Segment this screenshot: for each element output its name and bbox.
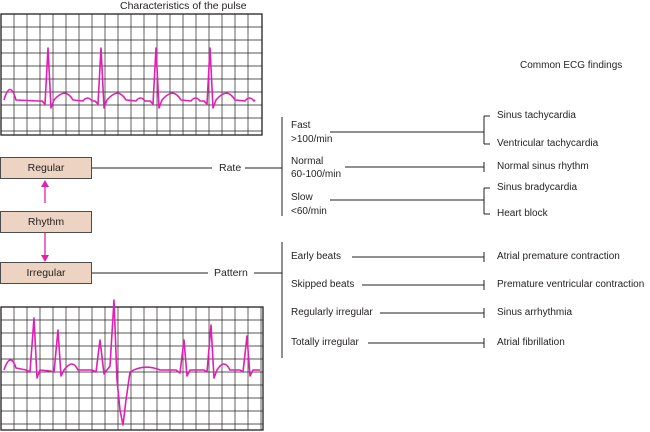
rate-normal-value: 60-100/min [291, 169, 342, 180]
pattern-early-beats: Early beats [291, 251, 342, 262]
finding-sinus-arrhythmia: Sinus arrhythmia [497, 307, 573, 318]
ecg-grid-regular [1, 14, 262, 135]
finding-normal-sinus-rhythm: Normal sinus rhythm [497, 161, 589, 172]
rate-normal-label: Normal [291, 156, 324, 167]
ecg-trace-irregular [4, 300, 260, 425]
finding-premature-ventricular-contraction: Premature ventricular contraction [497, 279, 645, 290]
finding-sinus-tachycardia: Sinus tachycardia [497, 110, 576, 121]
ecg-grid-irregular [1, 307, 263, 430]
pattern-label: Pattern [214, 267, 248, 279]
finding-sinus-bradycardia: Sinus bradycardia [497, 182, 578, 193]
rate-fast-label: Fast [291, 120, 311, 131]
finding-heart-block: Heart block [497, 208, 548, 219]
rate-label: Rate [219, 162, 242, 174]
rate-slow-value: <60/min [291, 206, 327, 217]
connector-lines [92, 116, 490, 358]
finding-ventricular-tachycardia: Ventricular tachycardia [497, 138, 599, 149]
pattern-regularly-irregular: Regularly irregular [291, 307, 373, 318]
rate-fast-value: >100/min [291, 134, 333, 145]
finding-atrial-premature-contraction: Atrial premature contraction [497, 251, 620, 262]
diagram-title: Characteristics of the pulse [120, 0, 247, 12]
irregular-box: Irregular [0, 262, 92, 284]
ecg-trace-regular [4, 48, 255, 108]
pattern-totally-irregular: Totally irregular [291, 337, 359, 348]
regular-box: Regular [0, 157, 92, 179]
rate-slow-label: Slow [291, 192, 313, 203]
pattern-skipped-beats: Skipped beats [291, 279, 355, 290]
rhythm-box: Rhythm [0, 211, 92, 233]
findings-header: Common ECG findings [520, 60, 623, 71]
ecg-strip-regular [1, 14, 262, 135]
ecg-strip-irregular [1, 300, 263, 430]
finding-atrial-fibrillation: Atrial fibrillation [497, 337, 565, 348]
